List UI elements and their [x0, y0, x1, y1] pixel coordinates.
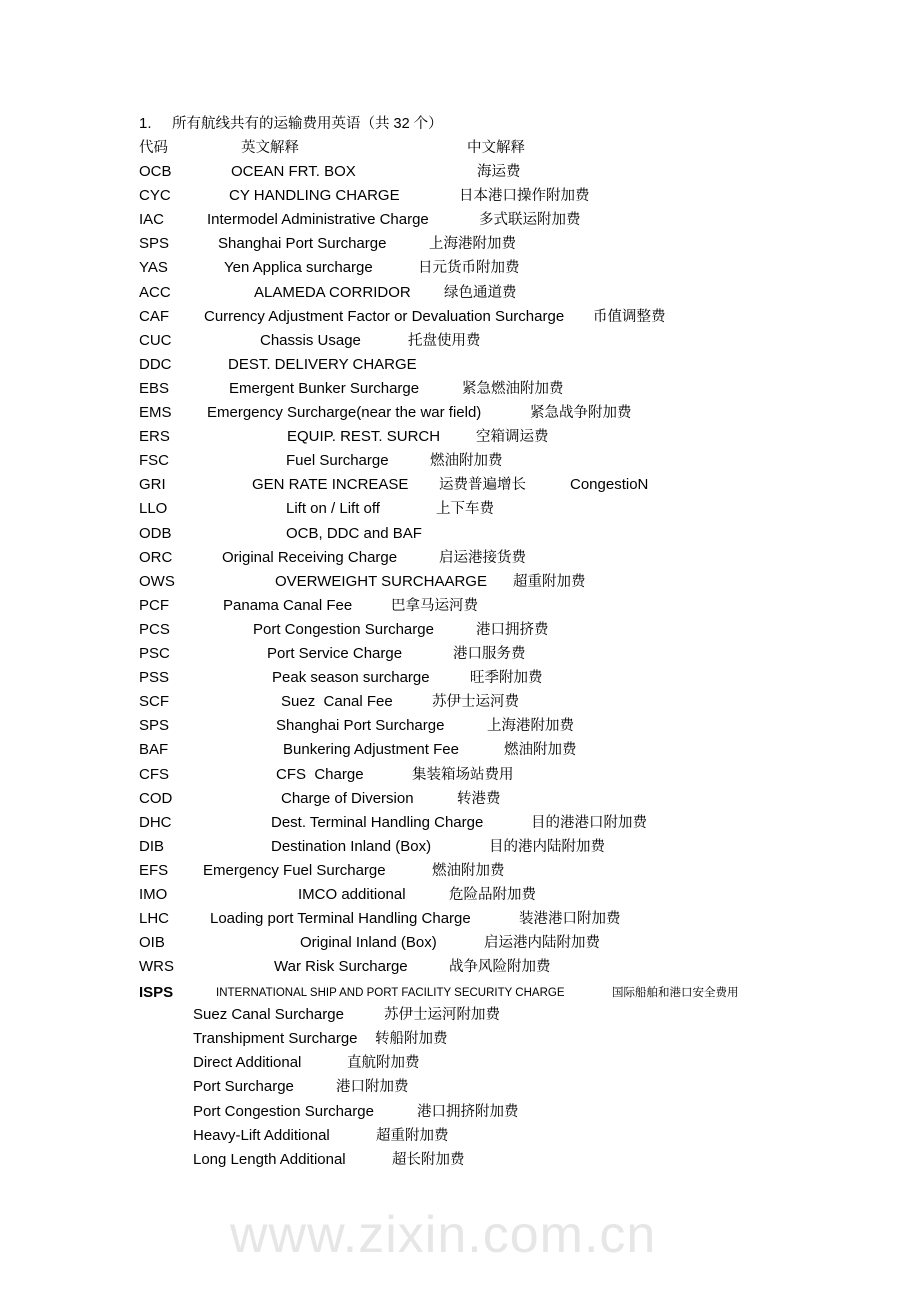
row-chinese: 港口拥挤费 [476, 621, 549, 638]
row-code: DHC [139, 813, 172, 831]
row-chinese: 币值调整费 [593, 308, 666, 325]
row-code: DIB [139, 837, 165, 855]
row-code: SPS [139, 717, 170, 735]
row-code: EMS [139, 404, 172, 421]
row-english: Shanghai Port Surcharge [276, 717, 445, 735]
row-english: Shanghai Port Surcharge [218, 235, 387, 253]
row-code: EBS [139, 379, 170, 397]
row-chinese: 目的港内陆附加费 [489, 838, 605, 855]
row-english: Transhipment Surcharge [193, 1030, 358, 1048]
row-chinese: 超长附加费 [392, 1151, 465, 1168]
row-english: Charge of Diversion [281, 789, 414, 807]
row-code: ISPS [139, 984, 174, 1001]
row-chinese: 燃油附加费 [430, 453, 503, 470]
row-english: Dest. Terminal Handling Charge [271, 813, 484, 831]
row-english: Bunkering Adjustment Fee [283, 741, 459, 759]
row-chinese: 港口附加费 [336, 1079, 409, 1096]
row-chinese: 多式联运附加费 [479, 212, 581, 229]
row-code: OWS [139, 572, 175, 590]
row-chinese: 绿色通道费 [444, 284, 517, 301]
row-code: PCF [139, 596, 169, 614]
row-code: SCF [139, 693, 169, 711]
row-code: COD [139, 789, 173, 807]
row-code: BAF [139, 741, 169, 759]
row-english: Suez Canal Surcharge [193, 1006, 344, 1023]
row-code: IMO [139, 886, 168, 903]
row-code: LLO [139, 500, 168, 518]
row-chinese: 港口拥挤附加费 [417, 1103, 519, 1120]
row-chinese: 上海港附加费 [487, 718, 574, 735]
row-chinese: 启运港内陆附加费 [484, 935, 600, 952]
row-chinese: 港口服务费 [453, 646, 526, 662]
row-english: Heavy-Lift Additional [193, 1126, 330, 1144]
row-english: Original Receiving Charge [222, 548, 398, 566]
row-english: Lift on / Lift off [286, 500, 380, 518]
row-code: DDC [139, 355, 172, 373]
row-english: Long Length Additional [193, 1150, 346, 1168]
row-english: ALAMEDA CORRIDOR [254, 283, 411, 301]
row-code: PSS [139, 669, 170, 687]
row-english: OCB, DDC and BAF [286, 524, 422, 542]
row-english: Emergent Bunker Surcharge [229, 379, 420, 397]
row-code: ODB [139, 524, 172, 542]
row-chinese: 上下车费 [436, 501, 494, 518]
row-english: CY HANDLING CHARGE [229, 187, 400, 205]
row-code: ORC [139, 548, 173, 566]
row-english: Chassis Usage [260, 331, 361, 349]
row-english: Port Service Charge [267, 645, 403, 662]
row-english: Peak season surcharge [272, 669, 430, 687]
header-code: 代码 [139, 140, 168, 156]
row-chinese: 苏伊士运河附加费 [384, 1007, 500, 1023]
row-chinese: 目的港港口附加费 [531, 814, 647, 831]
row-chinese: 超重附加费 [513, 573, 586, 590]
row-code: IAC [139, 211, 165, 229]
row-english: Suez Canal Fee [281, 693, 393, 711]
row-chinese: 超重附加费 [376, 1127, 449, 1144]
row-chinese: 燃油附加费 [432, 862, 505, 879]
header-en: 英文解释 [241, 140, 299, 156]
row-english: Loading port Terminal Handling Charge [210, 910, 471, 928]
row-chinese: 直航附加费 [347, 1055, 420, 1072]
row-code: CUC [139, 331, 172, 349]
row-chinese: 集装箱场站费用 [412, 766, 514, 783]
row-chinese: 海运费 [477, 164, 521, 180]
row-english: IMCO additional [298, 886, 406, 903]
row-chinese: 上海港附加费 [429, 236, 516, 253]
row-english: Fuel Surcharge [286, 452, 389, 470]
row-chinese: 巴拿马运河费 [391, 597, 478, 614]
row-chinese: 托盘使用费 [408, 332, 481, 349]
row-english: GEN RATE INCREASE [252, 476, 409, 494]
row-chinese: 燃油附加费 [504, 742, 577, 759]
row-chinese: 战争风险附加费 [449, 959, 551, 976]
row-code: CYC [139, 187, 171, 205]
row-english: OCEAN FRT. BOX [231, 163, 356, 180]
row-code: PSC [139, 645, 170, 662]
row-english: DEST. DELIVERY CHARGE [228, 355, 417, 373]
row-code: GRI [139, 476, 166, 494]
title-text: 所有航线共有的运输费用英语（共 32 个） [172, 116, 443, 132]
row-code: ACC [139, 283, 171, 301]
row-english: Port Surcharge [193, 1078, 294, 1096]
row-chinese: 国际船舶和港口安全费用 [612, 987, 739, 999]
row-english: Destination Inland (Box) [271, 837, 432, 855]
row-chinese: 紧急战争附加费 [530, 405, 632, 421]
row-chinese: 启运港接货费 [439, 549, 526, 566]
row-english: Emergency Fuel Surcharge [203, 861, 386, 879]
row-code: EFS [139, 861, 169, 879]
title-number: 1. [139, 115, 152, 132]
watermark: www.zixin.com.cn [230, 1206, 657, 1264]
row-english: CFS Charge [276, 765, 364, 783]
row-english: Emergency Surcharge(near the war field) [207, 404, 482, 421]
row-chinese: 转港费 [457, 790, 501, 807]
row-extra-note: CongestioN [570, 476, 649, 494]
row-english: EQUIP. REST. SURCH [287, 428, 441, 446]
row-chinese: 转船附加费 [375, 1031, 448, 1048]
row-english: Port Congestion Surcharge [253, 620, 434, 638]
row-english: Currency Adjustment Factor or Devaluation Surcharge [204, 307, 565, 325]
row-code: WRS [139, 958, 174, 976]
row-english: Port Congestion Surcharge [193, 1102, 374, 1120]
row-chinese: 危险品附加费 [449, 887, 536, 903]
row-chinese: 日元货币附加费 [418, 260, 520, 277]
row-chinese: 紧急燃油附加费 [462, 380, 564, 397]
row-code: PCS [139, 620, 170, 638]
row-chinese: 空箱调运费 [476, 429, 549, 446]
row-code: CFS [139, 765, 169, 783]
row-code: OCB [139, 163, 172, 180]
row-code: LHC [139, 910, 170, 928]
row-chinese: 苏伊士运河费 [432, 694, 519, 711]
row-english: Intermodel Administrative Charge [207, 211, 429, 229]
row-code: SPS [139, 235, 170, 253]
row-code: CAF [139, 307, 169, 325]
row-code: YAS [139, 259, 168, 277]
row-chinese: 装港港口附加费 [519, 911, 621, 928]
row-english: OVERWEIGHT SURCHAARGE [275, 572, 487, 590]
row-english: War Risk Surcharge [274, 958, 408, 976]
row-code: ERS [139, 428, 170, 446]
row-chinese: 日本港口操作附加费 [459, 188, 590, 205]
row-english: INTERNATIONAL SHIP AND PORT FACILITY SECURITY CHARGE [216, 987, 565, 999]
row-chinese: 运费普遍增长 [439, 477, 526, 494]
header-zh: 中文解释 [467, 140, 525, 156]
row-english: Original Inland (Box) [300, 934, 437, 952]
row-english: Direct Additional [193, 1054, 302, 1072]
row-chinese: 旺季附加费 [470, 670, 543, 687]
row-english: Panama Canal Fee [223, 596, 353, 614]
row-code: OIB [139, 934, 165, 952]
row-code: FSC [139, 452, 169, 470]
row-english: Yen Applica surcharge [224, 259, 373, 277]
